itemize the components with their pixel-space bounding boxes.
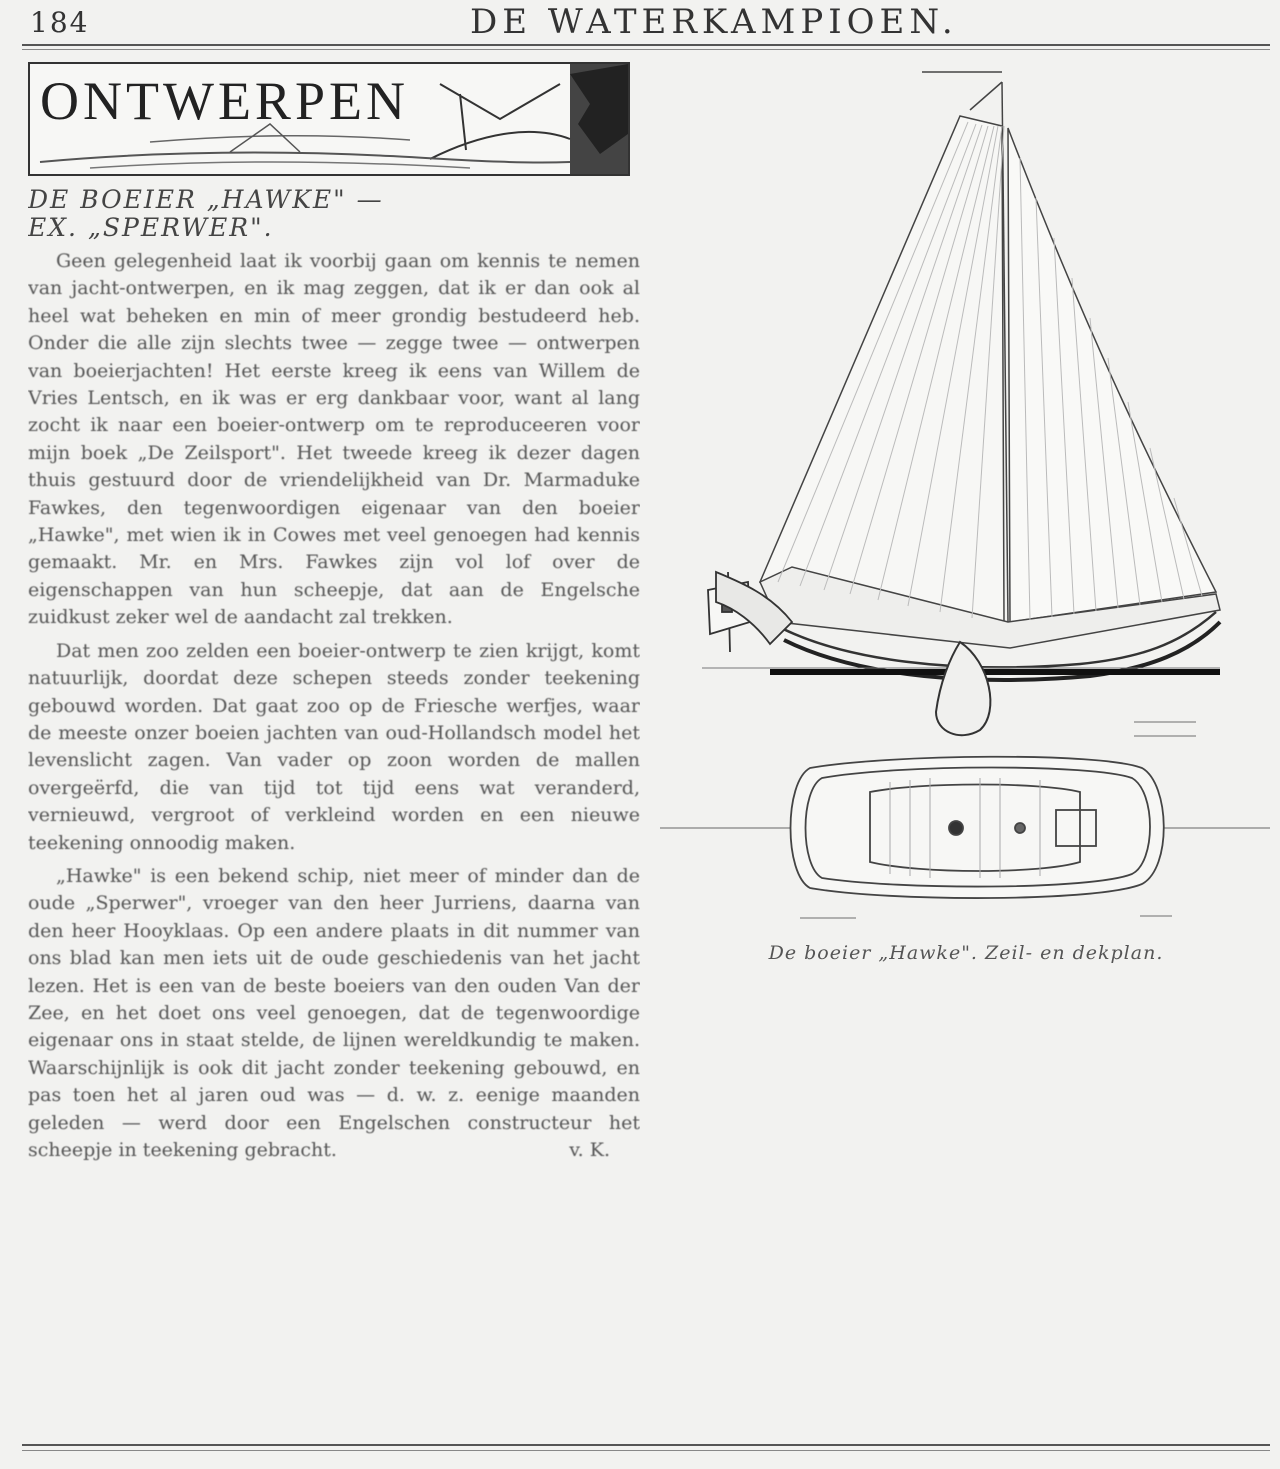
article-paragraph: Dat men zoo zelden een boeier-ontwerp te zien krijgt, komt natuurlijk, doordat deze schepen steeds zonder teekening gebouwd worden. Dat gaat zoo op de Friesche werfjes, waar de meeste onzer boeien jachten van oud-Hollandsch model het levenslicht zagen. Van vader op zoon worden de mallen overgeërfd, die van tijd tot tijd eens wat veranderd, vernieuwd, vergroot of verkleind worden en een nieuwe teekening onnoodig maken.: [28, 639, 640, 854]
header-rule: [22, 44, 1270, 50]
article-paragraph: Geen gelegenheid laat ik voorbij gaan om kennis te nemen van jacht-ontwerpen, en ik mag zeggen, dat ik er dan ook al heel wat beheken en min of meer grondig bestudeerd heb. Onder die alle zijn slechts twee — zegge twee — ontwerpen van boeierjachten! Het eerste kreeg ik eens van Willem de Vries Lentsch, en ik was er erg dankbaar voor, want al lang zocht ik naar een boeier-ontwerp om te reproduceeren voor mijn boek „De Zeilsport". Het tweede kreeg ik dezer dagen thuis gestuurd door de vriendelijkheid van Dr. Marmaduke Fawkes, den tegenwoordigen eigenaar van den boeier „Hawke", met wien ik in Cowes met veel genoegen had kennis gemaakt. Mr. en Mrs. Fawkes zijn vol lof over de eigenschappen van hun scheepje, dat aan de Engelsche zuidkust zeker wel de aandacht zal trekken.: [28, 250, 640, 629]
leeboard-drawing: [936, 642, 990, 735]
deck-plan-drawing: [660, 757, 1270, 898]
article-heading-line: DE BOEIER „HAWKE" —: [28, 185, 384, 214]
article-heading: [28, 186, 640, 242]
article-column: [28, 62, 640, 1434]
figure-column: [660, 62, 1270, 982]
banner-title: ONTWERPEN: [40, 71, 409, 131]
figure-caption: De boeier „Hawke". Zeil- en dekplan.: [768, 942, 1164, 964]
sail-and-deck-plan-figure: [660, 62, 1270, 942]
sail-plan-drawing: [760, 72, 1220, 648]
article-paragraph-text: „Hawke" is een bekend schip, niet meer of minder dan de oude „Sperwer", vroeger van den heer Jurriens, daarna van den heer Hooyklaas. Op een andere plaats in dit nummer van ons blad kan men iets uit de oude geschiedenis van het jacht lezen. Het is een van de beste boeiers van den ouden Van der Zee, en het doet ons veel genoegen, dat de tegenwoordige eigenaar ons in staat stelde, de lijnen wereldkundig te maken. Waarschijnlijk is ook dit jacht zonder teekening gebouwd, en pas toen het al jaren oud was — d. w. z. eenige maanden geleden — werd door een Engelschen constructeur het scheepje in teekening gebracht.: [28, 864, 640, 1161]
footer-rule: [22, 1444, 1270, 1451]
page-number: 184: [30, 6, 90, 39]
article-paragraph: [28, 863, 640, 1164]
section-banner: [28, 62, 630, 176]
running-title: DE WATERKAMPIOEN.: [470, 2, 958, 42]
article-signature: v. K.: [569, 1139, 610, 1161]
article-heading-line: EX. „SPERWER".: [28, 213, 274, 242]
